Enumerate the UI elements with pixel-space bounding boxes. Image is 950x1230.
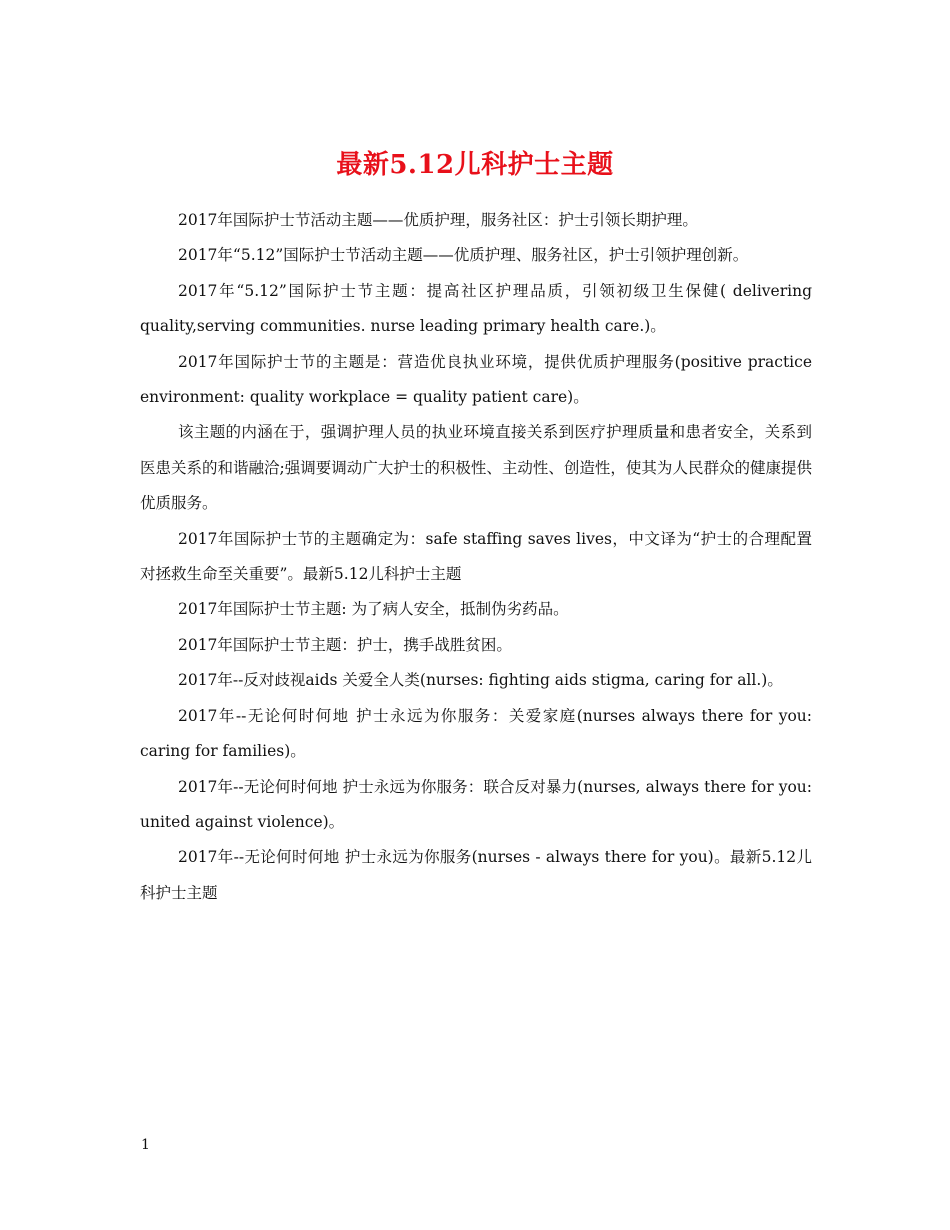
paragraph-4: 2017年国际护士节的主题是：营造优良执业环境，提供优质护理服务(positive practice environment: quality workplace = quality patient care)。: [140, 352, 812, 407]
paragraph-2: 2017年“5.12”国际护士节活动主题——优质护理、服务社区，护士引领护理创新。: [177, 246, 749, 265]
paragraph-5: 该主题的内涵在于，强调护理人员的执业环境直接关系到医疗护理质量和患者安全，关系到医患关系的和谐融洽;强调要调动广大护士的积极性、主动性、创造性，使其为人民群众的健康提供优质服务。: [140, 423, 812, 513]
document-body: [140, 203, 812, 911]
paragraph-6: 2017年国际护士节的主题确定为：safe staffing saves lives，中文译为“护士的合理配置对拯救生命至关重要”。最新5.12儿科护士主题: [140, 529, 812, 584]
paragraph-11: 2017年--无论何时何地 护士永远为你服务：联合反对暴力(nurses, always there for you: united against violence)。: [140, 777, 812, 831]
paragraph-8: 2017年国际护士节主题：护士，携手战胜贫困。: [177, 635, 512, 654]
paragraph-10: 2017年--无论何时何地 护士永远为你服务：关爱家庭(nurses always there for you: caring for families)。: [140, 706, 812, 761]
paragraph-1: 2017年国际护士节活动主题——优质护理，服务社区：护士引领长期护理。: [177, 211, 698, 229]
paragraph-7: 2017年国际护士节主题: 为了病人安全，抵制伪劣药品。: [177, 600, 569, 619]
page-number: 1: [141, 1137, 150, 1153]
paragraph-3: 2017年“5.12”国际护士节主题：提高社区护理品质，引领初级卫生保健( delivering quality,serving communities. nurse leading primary health care.)。: [140, 281, 812, 336]
document-title: 最新5.12儿科护士主题: [336, 150, 614, 181]
paragraph-9: 2017年--反对歧视aids 关爱全人类(nurses: fighting aids stigma, caring for all.)。: [177, 671, 783, 690]
paragraph-12: 2017年--无论何时何地 护士永远为你服务(nurses - always there for you)。最新5.12儿科护士主题: [140, 848, 812, 902]
